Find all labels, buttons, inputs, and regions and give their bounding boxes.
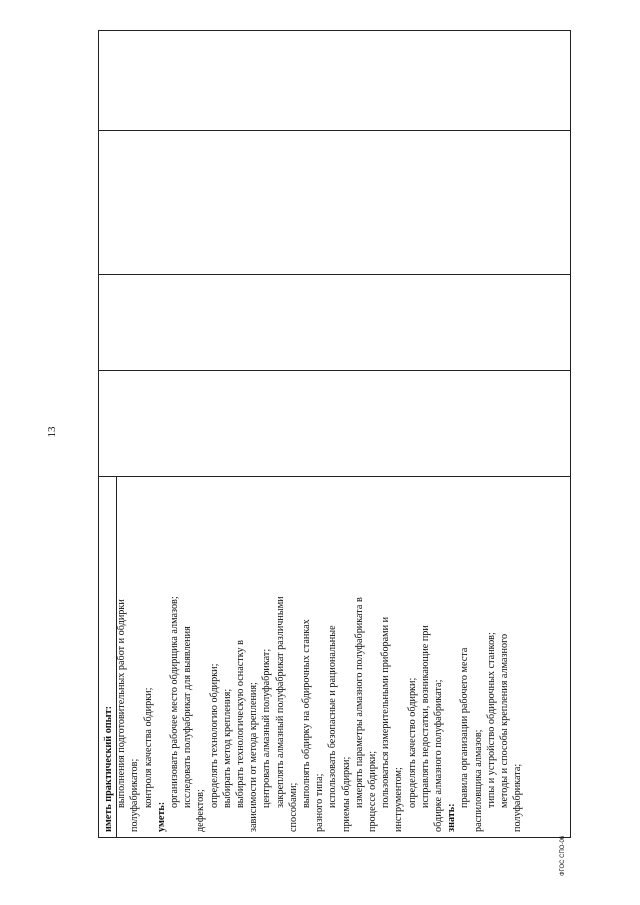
text-line: организовать рабочее место обдирщика алмазов; bbox=[169, 596, 181, 808]
text-line: разного типа; bbox=[314, 773, 326, 832]
text-line: выбирать технологическую оснастку в bbox=[235, 640, 247, 808]
text-line: дефектов; bbox=[195, 789, 207, 832]
table-row-divider bbox=[98, 130, 571, 131]
text-line: зависимости от метода крепления; bbox=[248, 682, 260, 832]
text-line: иметь практический опыт: bbox=[103, 705, 114, 832]
text-line: определять качество обдирки; bbox=[406, 677, 418, 808]
text-line: закреплять алмазный полуфабрикат различными bbox=[274, 596, 286, 808]
text-line: центровать алмазный полуфабрикат; bbox=[261, 648, 273, 808]
text-line: процессе обдирки; bbox=[367, 750, 379, 832]
text-line: уметь: bbox=[155, 801, 167, 832]
text-line: контроля качества обдирки; bbox=[142, 687, 154, 808]
text-line: использовать безопасные и рациональные bbox=[327, 625, 339, 808]
text-line: выполнять обдирку на обдирочных станках bbox=[301, 619, 313, 808]
text-line: полуфабриката; bbox=[512, 763, 524, 832]
text-line: пользоваться измерительными приборами и bbox=[380, 616, 392, 808]
table-row-divider bbox=[98, 476, 571, 477]
text-line: исследовать полуфабрикат для выявления bbox=[182, 626, 194, 808]
document-footer: ФГОС СПО-06 bbox=[560, 835, 566, 876]
text-line: измерять параметры алмазного полуфабриката в bbox=[353, 597, 365, 808]
text-line: инструментом; bbox=[393, 767, 405, 832]
text-line: выбирать метод крепления; bbox=[221, 688, 233, 808]
text-line: обдирке алмазного полуфабриката; bbox=[433, 679, 445, 832]
text-line: распиловщика алмазов; bbox=[472, 729, 484, 832]
text-line: правила организации рабочего места bbox=[459, 647, 471, 808]
table-row-divider bbox=[98, 370, 571, 371]
text-line: типы и устройство обдирочных станков; bbox=[485, 632, 497, 808]
text-line: способами; bbox=[287, 782, 299, 832]
text-line: полуфабрикатов; bbox=[129, 758, 141, 832]
text-line: определять технологию обдирки; bbox=[208, 663, 220, 808]
table-row-divider bbox=[98, 274, 571, 275]
text-line: исправлять недостатки, возникающие при bbox=[419, 625, 431, 808]
competency-cell-text bbox=[98, 478, 571, 838]
text-line: приемы обдирки; bbox=[340, 756, 352, 832]
text-line: выполнения подготовительных работ и обдирки bbox=[116, 599, 128, 808]
page-number: 13 bbox=[46, 426, 58, 438]
text-line: знать: bbox=[446, 803, 458, 832]
text-line: методы и способы крепления алмазного bbox=[499, 633, 511, 808]
